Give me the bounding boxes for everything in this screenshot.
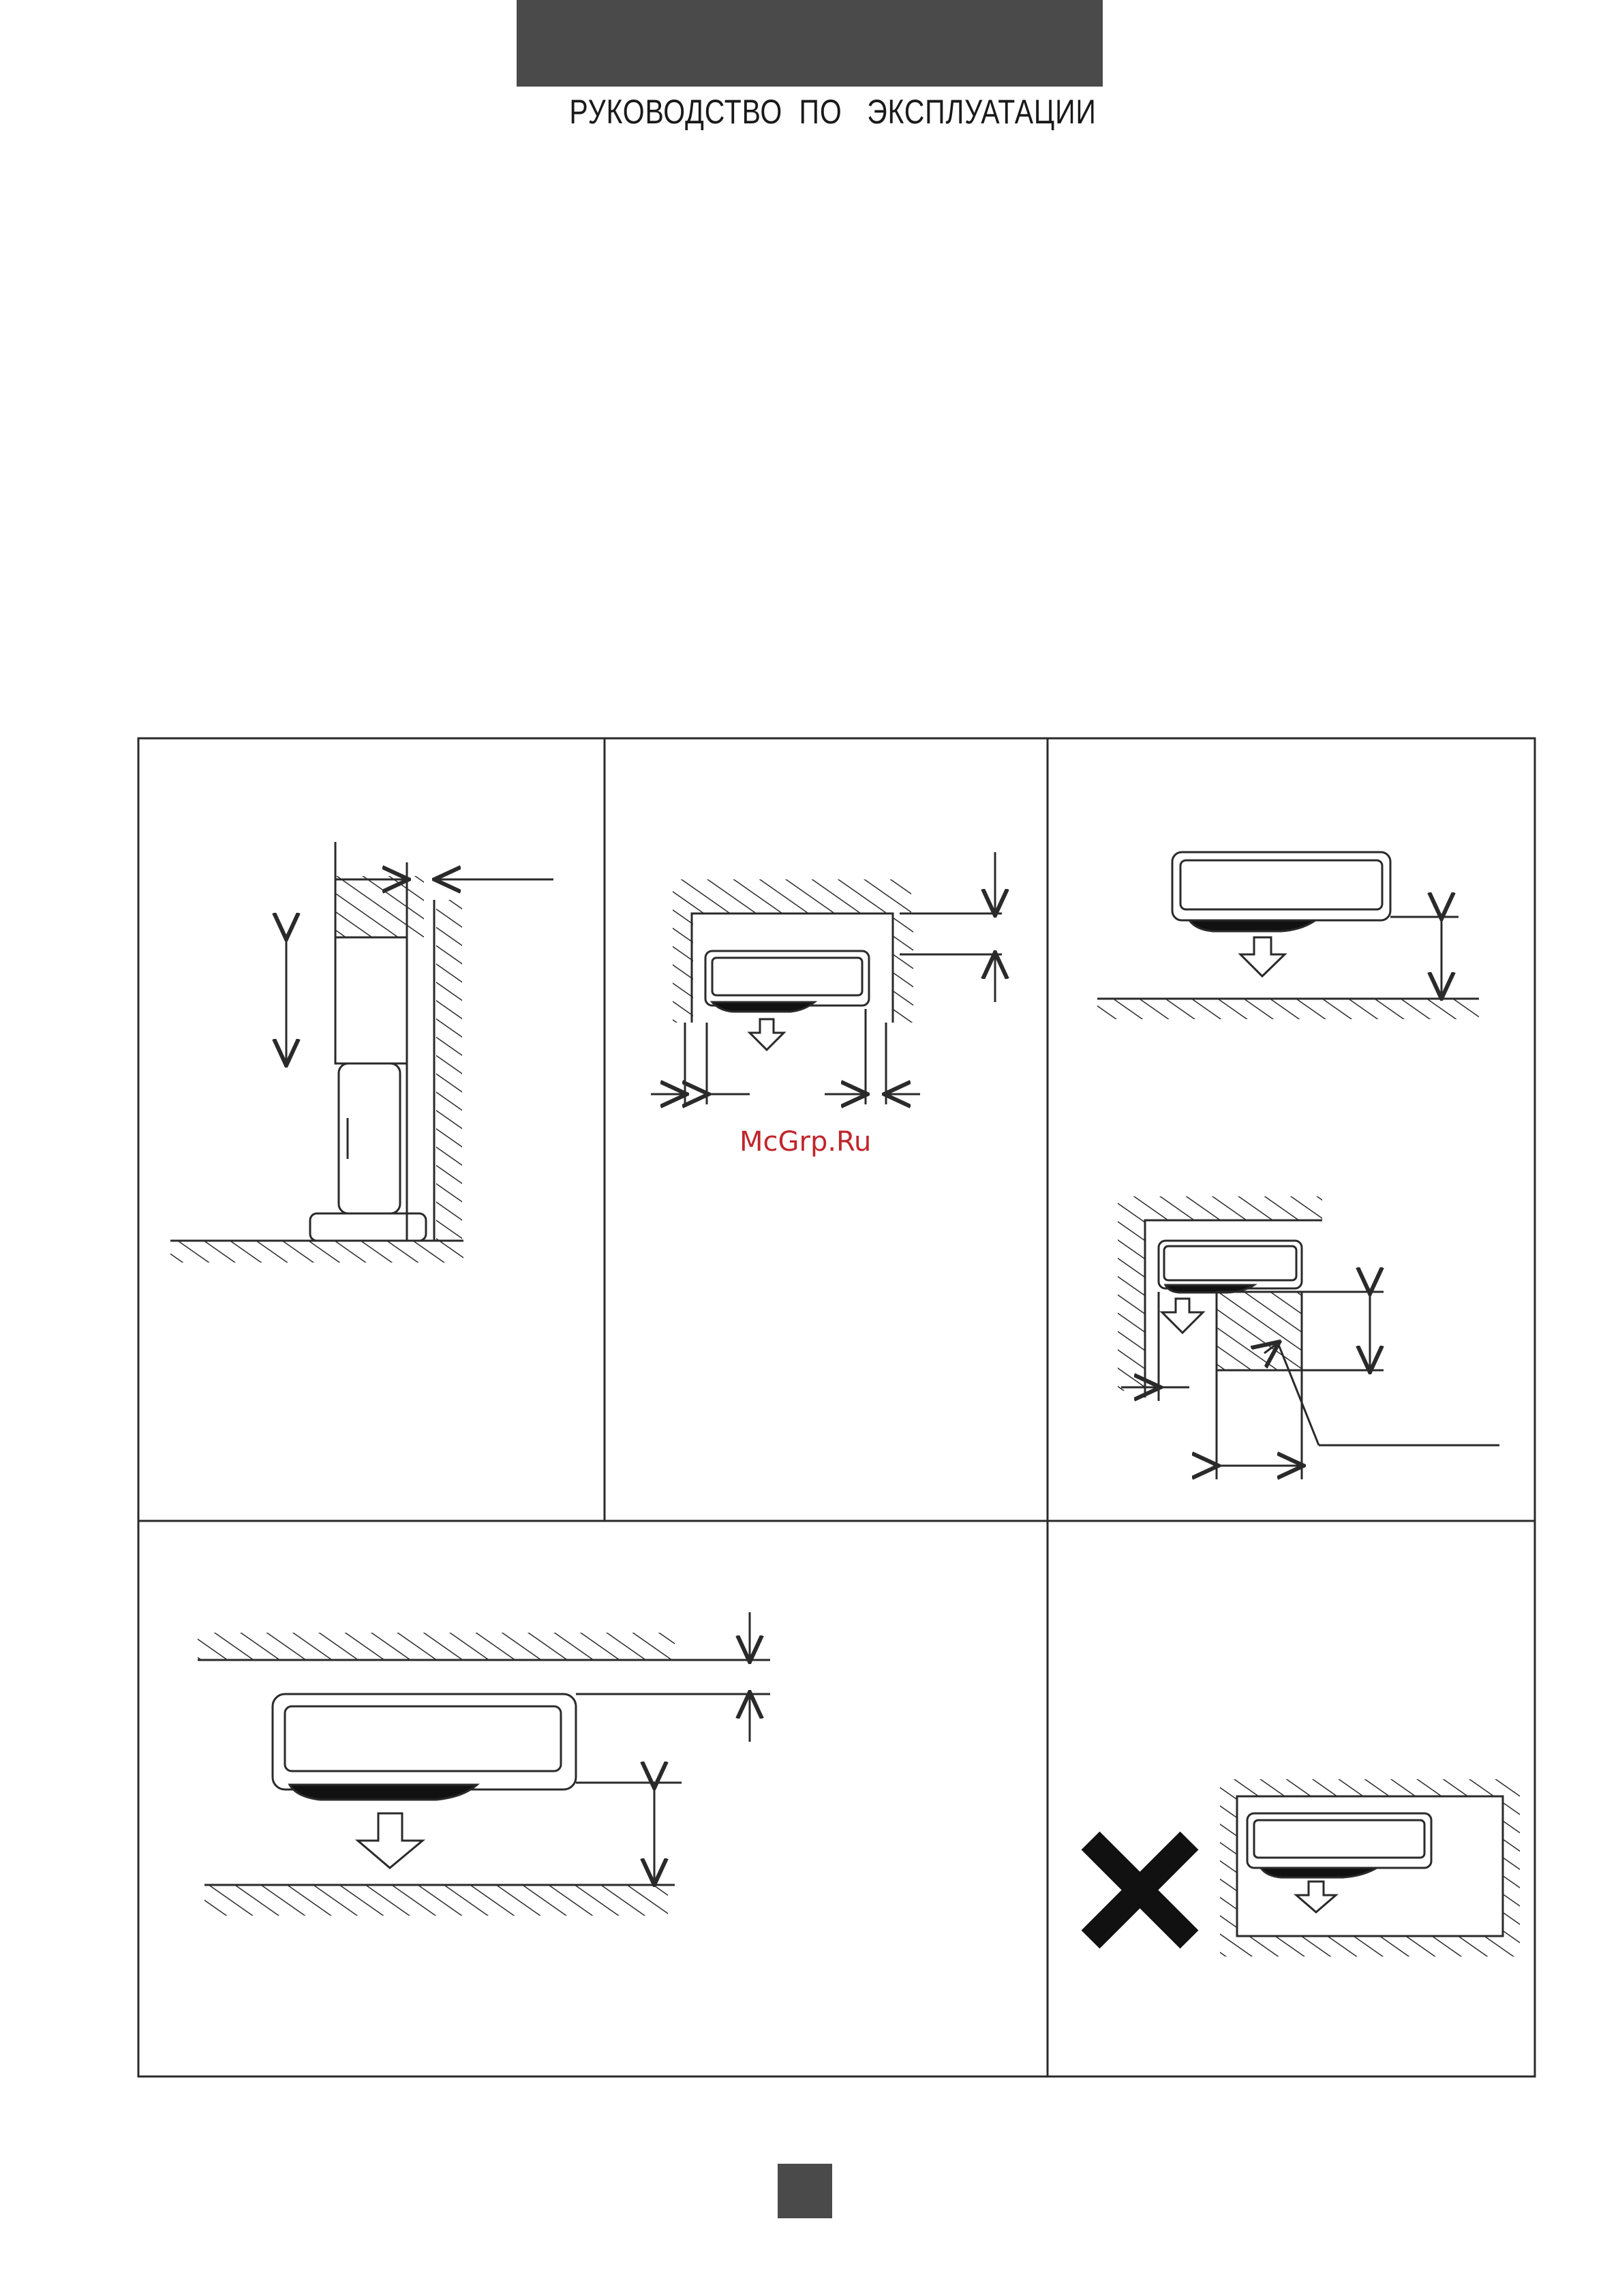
panel-corner-diagram (1118, 1196, 1499, 1479)
panel-height-diagram (1097, 852, 1479, 1019)
panel-ceiling-floor-diagram (198, 1612, 770, 1916)
page-number-box (778, 2164, 832, 2218)
page-title: РУКОВОДСТВО ПО ЭКСПЛУАТАЦИИ (569, 93, 1097, 131)
panel-niche-not-allowed-diagram (1220, 1779, 1520, 1957)
not-allowed-x-icon (1090, 1841, 1189, 1939)
watermark: McGrp.Ru (739, 1126, 872, 1158)
panel-side-view-diagram (170, 842, 553, 1263)
panel-recess-diagram (651, 852, 1002, 1104)
